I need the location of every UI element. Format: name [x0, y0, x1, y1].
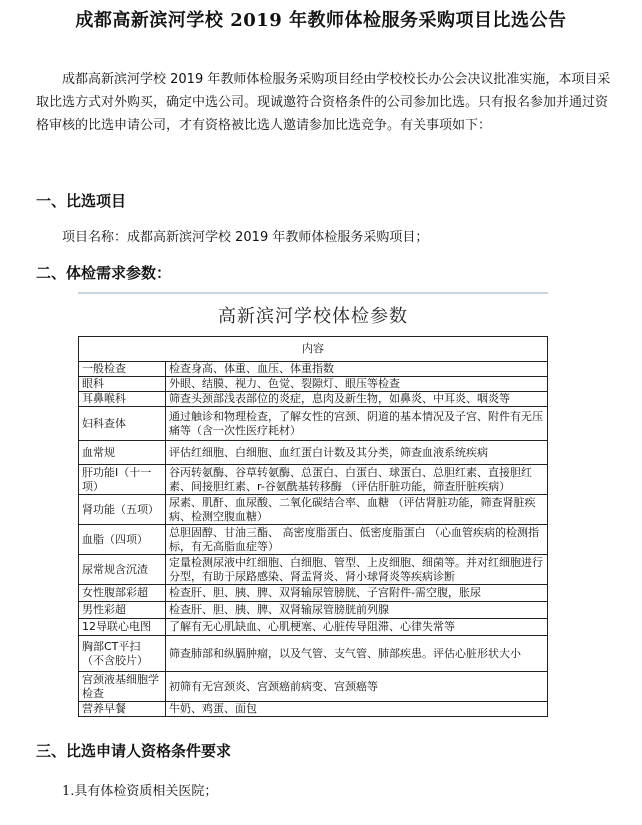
intro-paragraph: 成都高新滨河学校 2019 年教师体检服务采购项目经由学校校长办公会决议批准实施，本项目采取比选方式对外购买，确定中选公司。现诚邀符合资格条件的公司参加比选。只有报名参加并通过资格审核的比选申请公司，才有资格被比选人邀请参加比选竞争。有关事项如下： [36, 72, 611, 133]
section-3-heading: 三、比选申请人资格条件要求 [36, 742, 232, 760]
exam-item-cell: 尿常规含沉渣 [79, 555, 166, 585]
exam-item-cell: 血脂（四项） [79, 525, 166, 555]
exam-item-cell: 肝功能I（十一项） [79, 465, 166, 495]
exam-item-cell: 12导联心电图 [79, 619, 166, 636]
exam-item-cell: 耳鼻喉科 [79, 392, 166, 407]
exam-content-cell: 初筛有无宫颈炎、宫颈癌前病变、宫颈癌等 [166, 672, 548, 702]
exam-content-cell: 总胆固醇、甘油三酯、 高密度脂蛋白、低密度脂蛋白 （心血管疾病的检测指标，有无高脂血症等） [166, 525, 548, 555]
exam-content-cell: 谷丙转氨酶、谷草转氨酶、总蛋白、白蛋白、球蛋白、总胆红素、直接胆红素、间接胆红素、r-谷氨酰基转移酶 （评估肝脏功能，筛查肝脏疾病） [166, 465, 548, 495]
exam-item-cell: 营养早餐 [79, 702, 166, 717]
exam-content-cell: 评估红细胞、白细胞、血红蛋白计数及其分类，筛查血液系统疾病 [166, 441, 548, 465]
exam-content-cell: 检查身高、体重、血压、体重指数 [166, 362, 548, 377]
table-row [79, 555, 548, 585]
exam-content-cell: 检查肝、胆、胰、脾、双肾输尿管膀胱前列腺 [166, 602, 548, 619]
exam-content-cell: 外眼、结膜、视力、色觉、裂隙灯、眼压等检查 [166, 377, 548, 392]
project-name-line: 项目名称：成都高新滨河学校 2019 年教师体检服务采购项目； [62, 230, 429, 245]
table-header-cell: 内容 [79, 337, 548, 362]
exam-item-cell: 男性彩超 [79, 602, 166, 619]
exam-content-cell: 定量检测尿液中红细胞、白细胞、管型、上皮细胞、细菌等。并对红细胞进行分型，有助于尿路感染、肾盂肾炎、肾小球肾炎等疾病诊断 [166, 555, 548, 585]
exam-item-cell: 妇科查体 [79, 407, 166, 441]
table-row [79, 702, 548, 717]
table-row [79, 525, 548, 555]
table-row [79, 495, 548, 525]
table-row [79, 407, 548, 441]
table-row [79, 392, 548, 407]
table-row [79, 465, 548, 495]
section-2-heading: 二、体检需求参数： [36, 264, 172, 282]
exam-item-cell: 血常规 [79, 441, 166, 465]
table-row [79, 619, 548, 636]
exam-item-cell: 肾功能（五项） [79, 495, 166, 525]
table-row [79, 602, 548, 619]
exam-parameter-table-figure [78, 292, 548, 717]
exam-item-cell: 女性腹部彩超 [79, 585, 166, 602]
table-row [79, 636, 548, 672]
exam-item-cell: 胸部CT平扫（不含胶片） [79, 636, 166, 672]
table-header-row [79, 337, 548, 362]
qualification-line-1: 1.具有体检资质相关医院； [62, 784, 218, 799]
table-row [79, 362, 548, 377]
exam-content-cell: 尿素、肌酐、血尿酸、二氧化碳结合率、血糖 （评估肾脏功能，筛查肾脏疾病、检测空腹血糖） [166, 495, 548, 525]
exam-content-cell: 筛查头颈部浅表部位的炎症，息肉及新生物，如鼻炎、中耳炎、咽炎等 [166, 392, 548, 407]
exam-content-cell: 检查肝、胆、胰、脾、双肾输尿管膀胱、子宫附件-需空腹，胀尿 [166, 585, 548, 602]
exam-content-cell: 筛查肺部和纵膈肿瘤，以及气管、支气管、肺部疾患。评估心脏形状大小 [166, 636, 548, 672]
exam-content-cell: 了解有无心肌缺血、心肌梗塞、心脏传导阻滞、心律失常等 [166, 619, 548, 636]
exam-content-cell: 牛奶、鸡蛋、面包 [166, 702, 548, 717]
page-title: 成都高新滨河学校 2019 年教师体检服务采购项目比选公告 [75, 10, 567, 31]
table-row [79, 672, 548, 702]
figure-top-rule [78, 292, 548, 294]
table-caption: 高新滨河学校体检参数 [218, 306, 408, 327]
exam-item-cell: 宫颈液基细胞学检查 [79, 672, 166, 702]
exam-item-cell: 眼科 [79, 377, 166, 392]
section-1-heading: 一、比选项目 [36, 192, 127, 210]
exam-content-cell: 通过触诊和物理检查，了解女性的宫颈、阴道的基本情况及子宫、附件有无压痛等（含一次性医疗耗材） [166, 407, 548, 441]
table-row [79, 377, 548, 392]
exam-item-cell: 一般检查 [79, 362, 166, 377]
table-row [79, 585, 548, 602]
exam-parameter-table [78, 336, 548, 717]
table-row [79, 441, 548, 465]
